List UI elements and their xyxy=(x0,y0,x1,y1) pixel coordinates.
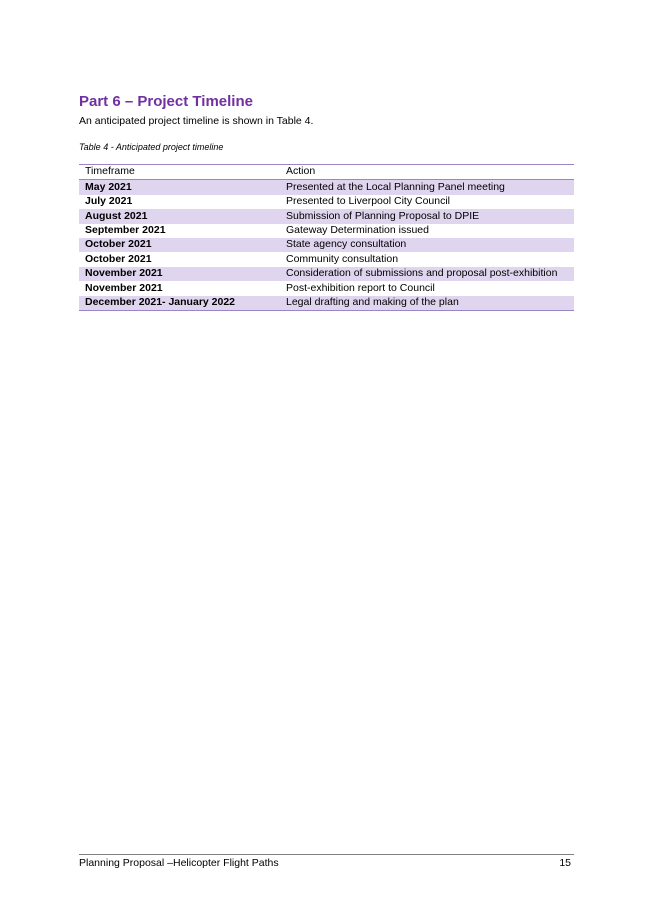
footer-title: Planning Proposal –Helicopter Flight Paths xyxy=(79,857,279,869)
footer-divider xyxy=(79,854,574,855)
timeframe-cell: October 2021 xyxy=(85,252,152,265)
page-title: Part 6 – Project Timeline xyxy=(79,93,253,110)
timeframe-cell: August 2021 xyxy=(85,209,148,222)
action-cell: Submission of Planning Proposal to DPIE xyxy=(286,209,480,222)
action-cell: Presented to Liverpool City Council xyxy=(286,195,451,208)
table-row xyxy=(79,180,574,195)
action-cell: Presented at the Local Planning Panel meeting xyxy=(286,180,505,193)
timeframe-cell: May 2021 xyxy=(85,180,132,193)
table-row xyxy=(79,252,574,266)
timeframe-cell: September 2021 xyxy=(85,224,166,237)
table-caption: Table 4 - Anticipated project timeline xyxy=(79,142,224,152)
timeframe-cell: July 2021 xyxy=(85,195,133,208)
action-cell: Community consultation xyxy=(286,252,399,265)
table-row xyxy=(79,195,574,209)
table-row xyxy=(79,296,574,311)
table-body xyxy=(79,180,574,311)
table-row xyxy=(79,209,574,223)
timeframe-cell: December 2021- January 2022 xyxy=(85,296,236,308)
timeframe-cell: November 2021 xyxy=(85,267,163,280)
table-row xyxy=(79,281,574,295)
intro-text: An anticipated project timeline is shown in Table 4. xyxy=(79,115,314,127)
table-row xyxy=(79,267,574,281)
page-number: 15 xyxy=(559,857,571,869)
header-row xyxy=(79,165,574,180)
table-header xyxy=(79,165,574,180)
action-cell: State agency consultation xyxy=(286,238,407,251)
header-timeframe: Timeframe xyxy=(85,165,135,178)
action-cell: Legal drafting and making of the plan xyxy=(286,296,459,308)
timeframe-cell: November 2021 xyxy=(85,281,163,294)
timeframe-cell: October 2021 xyxy=(85,238,152,251)
action-cell: Gateway Determination issued xyxy=(286,224,429,237)
action-cell: Post-exhibition report to Council xyxy=(286,281,435,294)
table-row xyxy=(79,224,574,238)
action-cell: Consideration of submissions and proposal post-exhibition xyxy=(286,267,558,280)
timeline-table xyxy=(79,164,574,311)
table-row xyxy=(79,238,574,252)
header-action: Action xyxy=(286,165,316,178)
